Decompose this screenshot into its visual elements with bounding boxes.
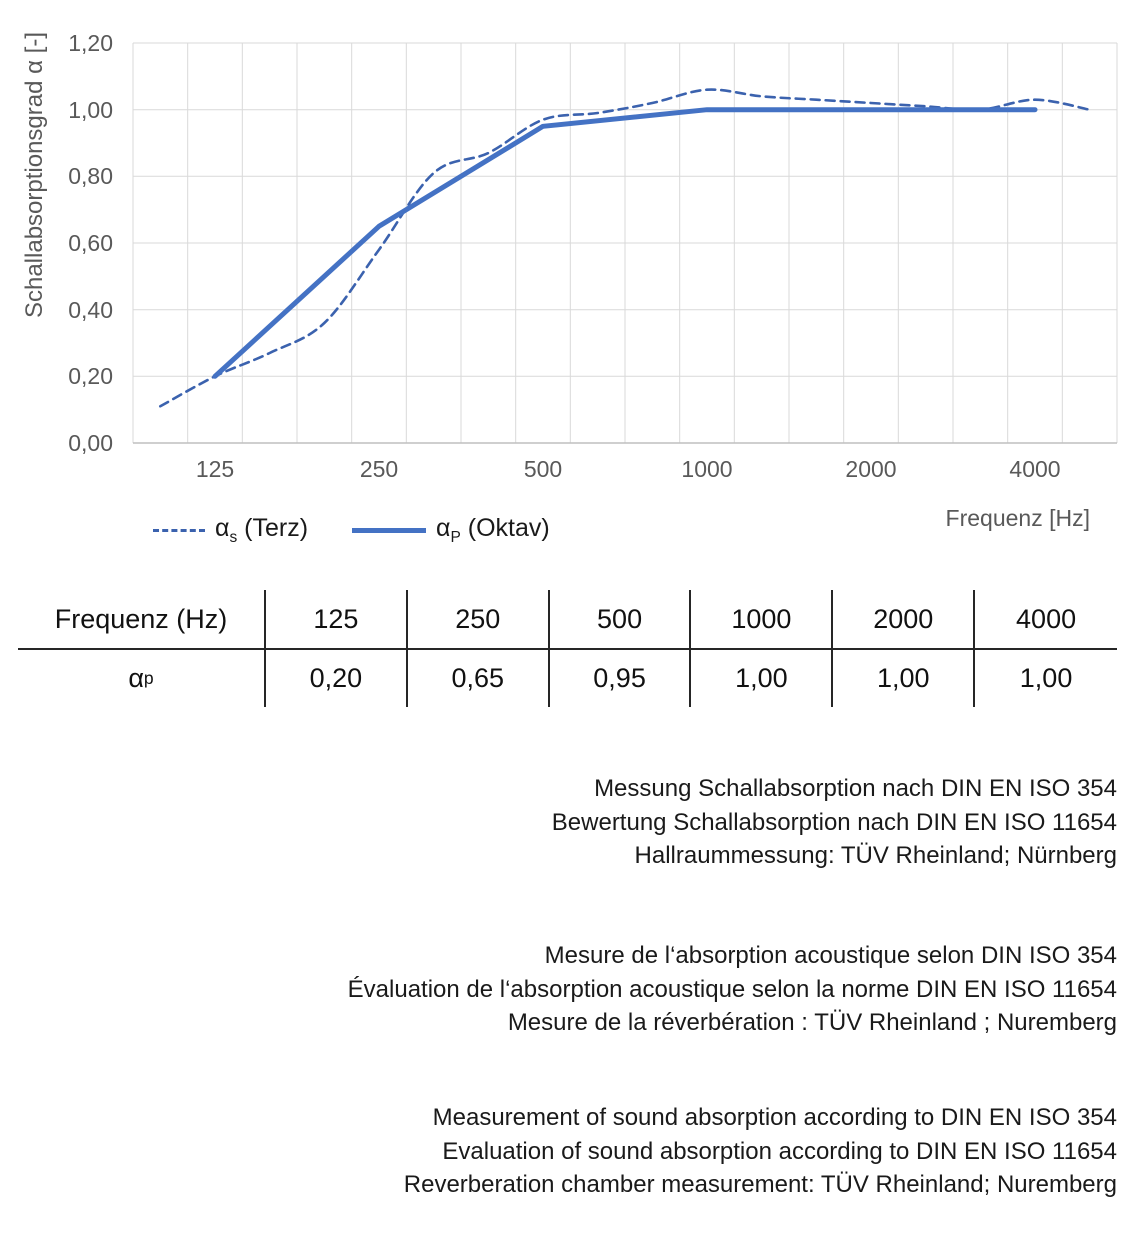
legend-label: $\alpha_s$ (Terz) <box>215 514 309 546</box>
absorption-table <box>18 590 1117 707</box>
legend-item-oktav <box>352 514 550 547</box>
legend-item-terz <box>153 514 308 547</box>
x-axis-tick: 125 <box>195 456 235 482</box>
legend-dashed-sample <box>153 529 205 532</box>
note-french <box>0 939 1117 1040</box>
note-line: Evaluation of sound absorption according to DIN EN ISO 11654 <box>442 1137 1117 1165</box>
absorption-chart <box>0 0 1135 560</box>
table-header-cell: 4000 <box>975 590 1117 650</box>
x-axis-tick: 1000 <box>681 456 733 482</box>
table-header-cell: 250 <box>408 590 550 650</box>
table-row-label: α p <box>18 650 266 707</box>
y-axis-tick: 1,20 <box>68 30 113 56</box>
table-header-label: Frequenz (Hz) <box>18 590 266 650</box>
note-line: Messung Schallabsorption nach DIN EN ISO 354 <box>594 775 1117 802</box>
y-axis-tick: 0,80 <box>68 163 113 190</box>
legend-label: $\alpha_P$ (Oktav) <box>436 514 550 546</box>
y-axis-tick: 0,40 <box>68 296 113 323</box>
note-line: Bewertung Schallabsorption nach DIN EN ISO 11654 <box>551 808 1117 836</box>
y-axis-tick: 0,00 <box>68 430 113 456</box>
note-line: Hallraummessung: TÜV Rheinland; Nürnberg <box>634 842 1117 869</box>
legend-solid-sample <box>352 528 426 533</box>
x-axis-tick: 500 <box>523 456 563 482</box>
table-value-cell: 0,65 <box>408 650 550 707</box>
chart-legend <box>153 514 550 547</box>
table-header-cell: 1000 <box>691 590 833 650</box>
y-axis-tick: 0,20 <box>68 363 113 390</box>
note-line: Mesure de l‘absorption acoustique selon DIN ISO 354 <box>544 942 1117 969</box>
table-value-cell: 0,20 <box>266 650 408 707</box>
table-value-cell: 1,00 <box>691 650 833 707</box>
note-line: Reverberation chamber measurement: TÜV Rheinland; Nuremberg <box>403 1171 1117 1198</box>
table-value-cell: 1,00 <box>1019 663 1073 693</box>
y-axis-title: Schallabsorptionsgrad α [-] <box>21 31 48 319</box>
y-axis-tick: 0,60 <box>68 230 113 256</box>
table-value-cell: 0,95 <box>550 650 692 707</box>
note-line: Mesure de la réverbération : TÜV Rheinland ; Nuremberg <box>507 1009 1117 1036</box>
table-header-cell: 500 <box>550 590 692 650</box>
table-header-cell: 2000 <box>833 590 975 650</box>
note-line: Évaluation de l‘absorption acoustique selon la norme DIN EN ISO 11654 <box>347 975 1117 1003</box>
x-axis-tick: 2000 <box>845 456 897 482</box>
x-axis-tick: 4000 <box>1009 456 1061 482</box>
table-value-cell: 1,00 <box>833 650 975 707</box>
table-header-cell: 125 <box>266 590 408 650</box>
note-english <box>0 1101 1117 1202</box>
note-german <box>0 772 1117 873</box>
x-axis-title: Frequenz [Hz] <box>945 505 1090 531</box>
x-axis-tick: 250 <box>359 456 399 482</box>
y-axis-tick: 1,00 <box>68 96 113 123</box>
note-line: Measurement of sound absorption according to DIN EN ISO 354 <box>432 1104 1117 1131</box>
